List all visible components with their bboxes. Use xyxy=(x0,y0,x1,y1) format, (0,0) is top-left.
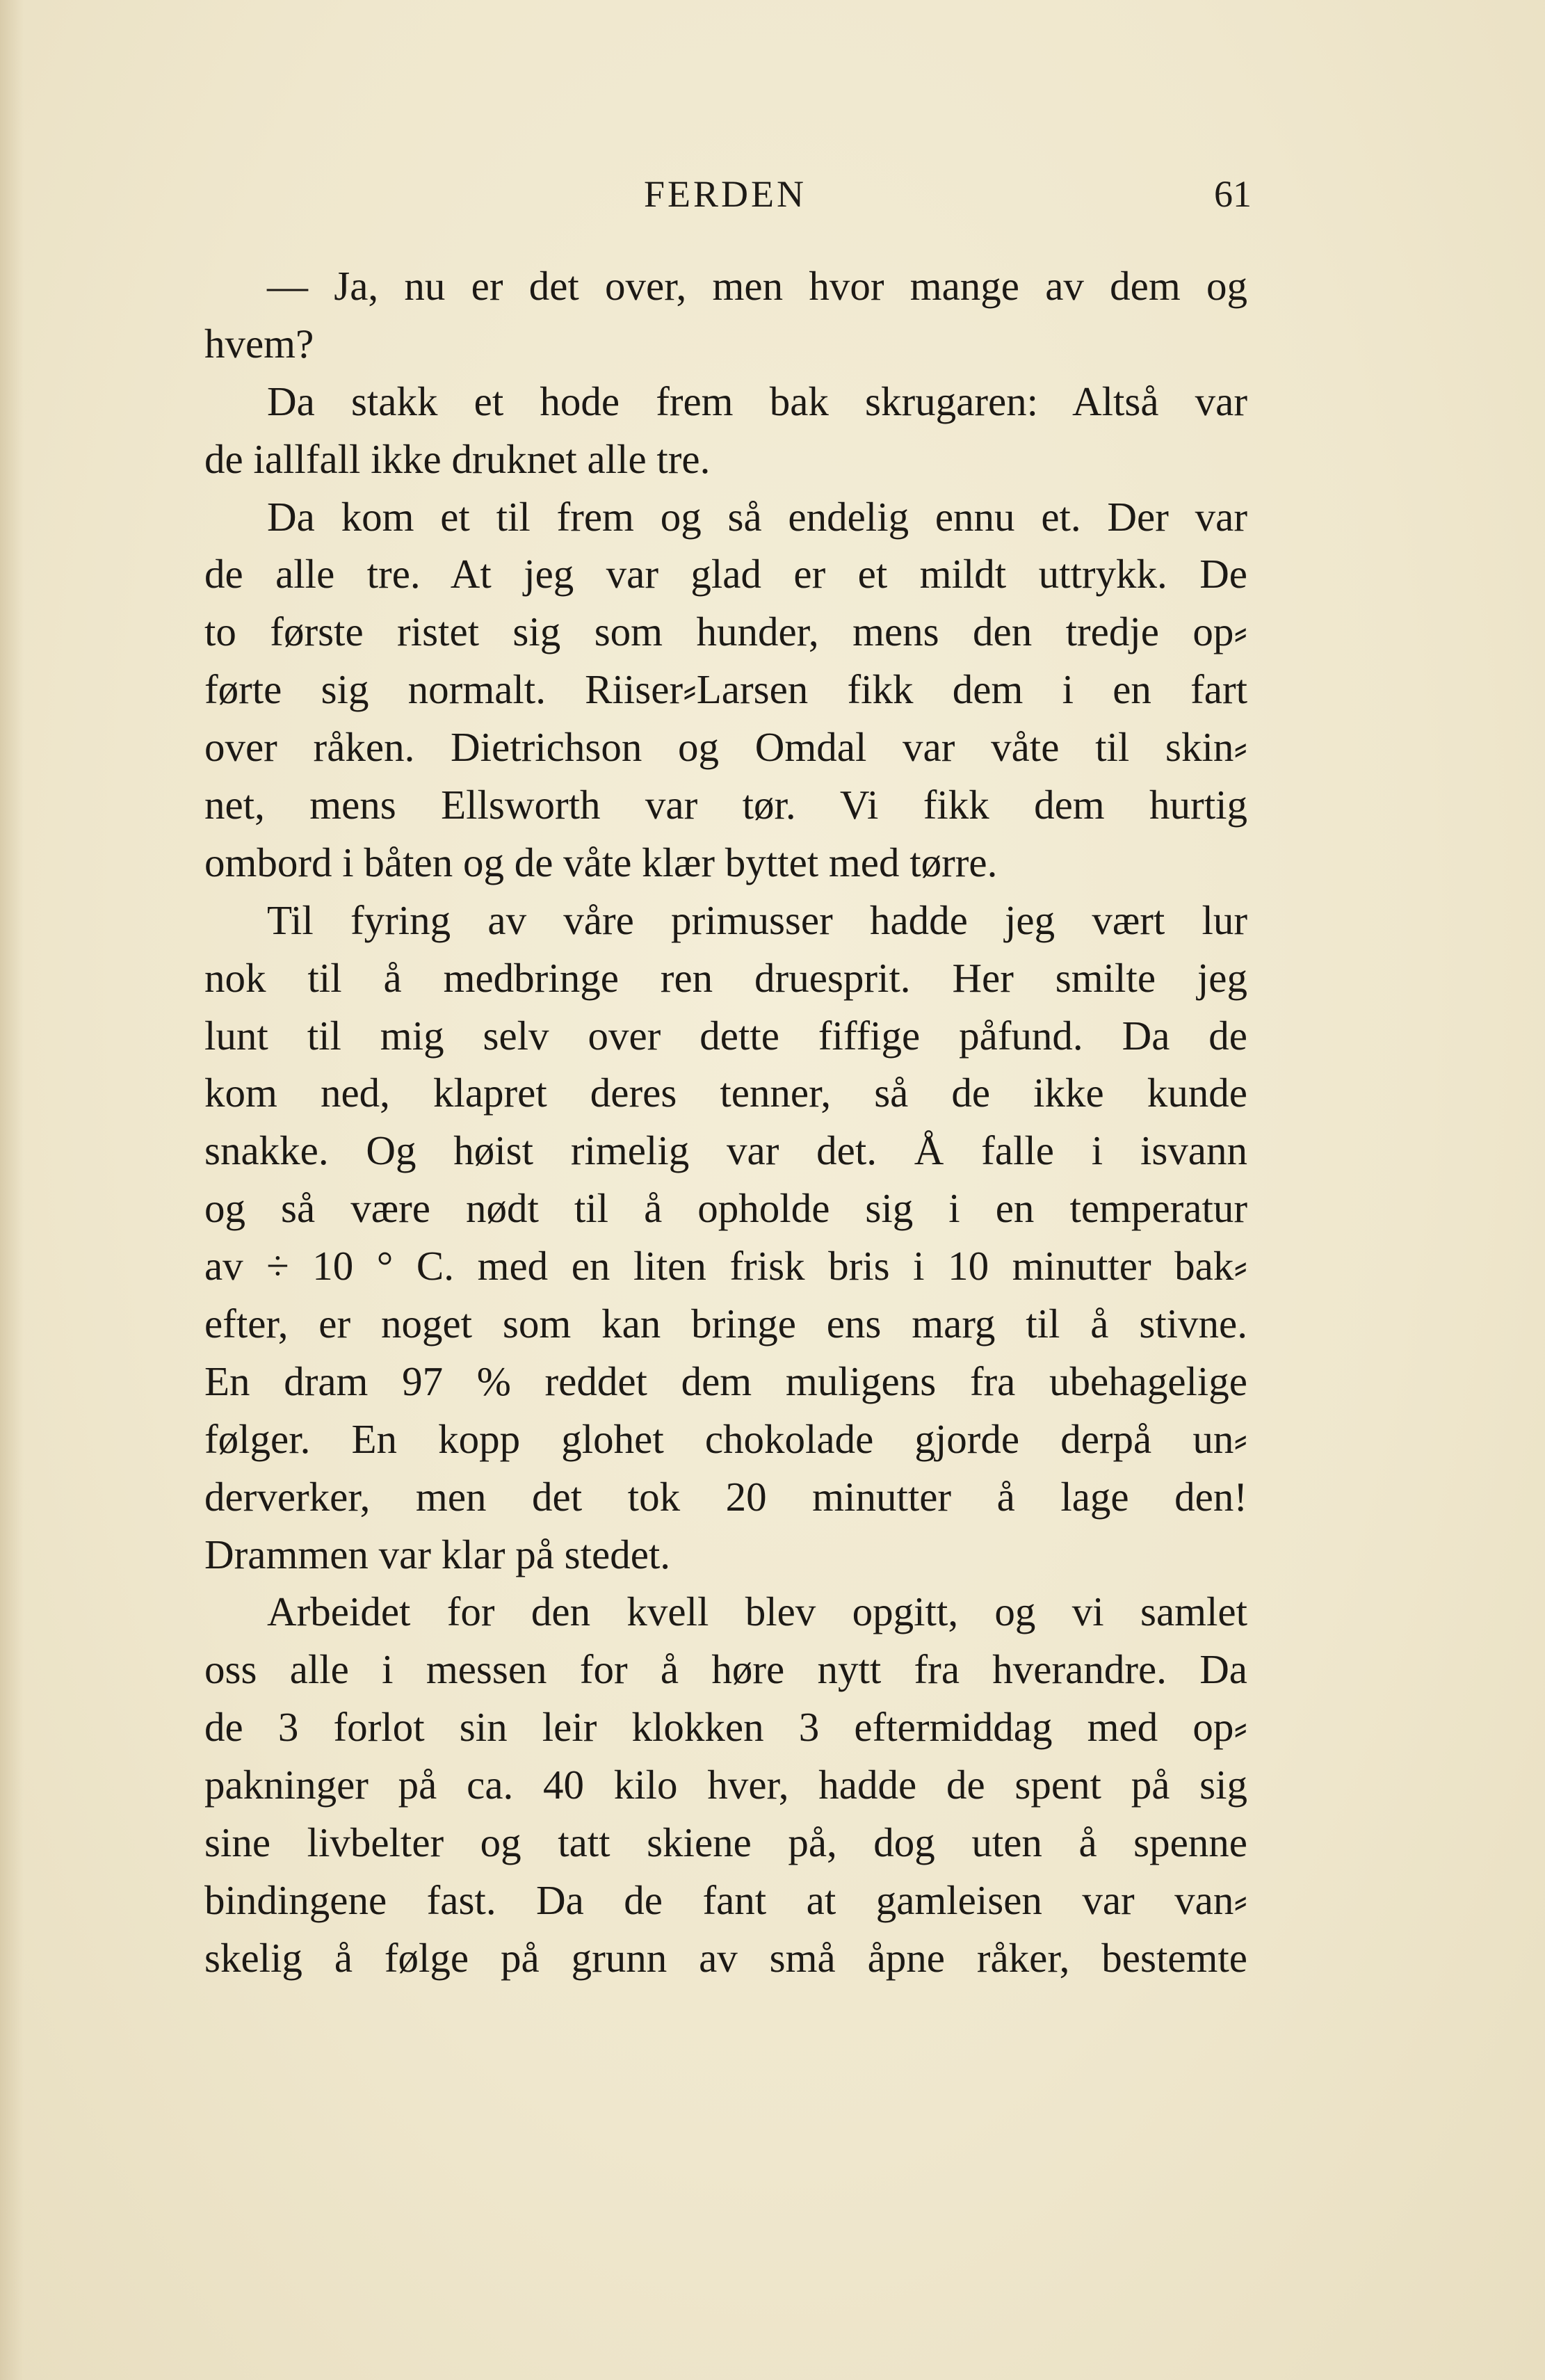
text-line: og så være nødt til å opholde sig i en temperatur xyxy=(204,1185,1247,1232)
text-line: de alle tre. At jeg var glad er et mildt uttrykk. De xyxy=(204,551,1247,597)
running-header xyxy=(0,172,1545,228)
text-line: Til fyring av våre primusser hadde jeg vært lur xyxy=(267,896,1247,943)
text-line: oss alle i messen for å høre nytt fra hverandre. Da xyxy=(204,1646,1247,1693)
text-line: skelig å følge på grunn av små åpne råker, bestemte xyxy=(204,1934,1247,1981)
text-line: Drammen var klar på stedet. xyxy=(204,1531,671,1577)
text-line: derverker, men det tok 20 minutter å lage den! xyxy=(204,1473,1247,1520)
text-line: net, mens Ellsworth var tør. Vi fikk dem hurtig xyxy=(204,782,1247,828)
text-line: Arbeidet for den kvell blev opgitt, og vi samlet xyxy=(267,1589,1247,1635)
text-line: de iallfall ikke druknet alle tre. xyxy=(204,435,711,482)
text-line: førte sig normalt. Riiser⸗Larsen fikk dem i en fart xyxy=(204,666,1247,713)
text-line: nok til å medbringe ren druesprit. Her smilte jeg xyxy=(204,954,1247,1001)
running-title: FERDEN xyxy=(644,173,807,215)
text-line: Da kom et til frem og så endelig ennu et. Der var xyxy=(267,493,1247,540)
text-line: pakninger på ca. 40 kilo hver, hadde de spent på sig xyxy=(204,1762,1247,1808)
text-line: over råken. Dietrichson og Omdal var våte til skin⸗ xyxy=(204,724,1247,771)
text-line: Da stakk et hode frem bak skrugaren: Altså var xyxy=(267,378,1247,424)
text-line: følger. En kopp glohet chokolade gjorde derpå un⸗ xyxy=(204,1415,1247,1462)
text-line: hvem? xyxy=(204,320,314,367)
text-line: kom ned, klapret deres tenner, så de ikke kunde xyxy=(204,1070,1247,1116)
text-line: En dram 97 % reddet dem muligens fra ubehagelige xyxy=(204,1358,1247,1404)
body-text xyxy=(204,257,1247,1987)
text-line: bindingene fast. Da de fant at gamleisen var van⸗ xyxy=(204,1876,1247,1923)
text-line: de 3 forlot sin leir klokken 3 eftermiddag med op⸗ xyxy=(204,1704,1247,1751)
text-line: — Ja, nu er det over, men hvor mange av dem og xyxy=(267,263,1247,309)
text-line: to første ristet sig som hunder, mens den tredje op⸗ xyxy=(204,609,1247,655)
text-line: snakke. Og høist rimelig var det. Å falle i isvann xyxy=(204,1127,1247,1174)
page-edge-shadow xyxy=(0,0,24,2380)
text-line: sine livbelter og tatt skiene på, dog uten å spenne xyxy=(204,1819,1247,1866)
text-line: ombord i båten og de våte klær byttet med tørre. xyxy=(204,839,998,885)
text-line: efter, er noget som kan bringe ens marg til å stivne. xyxy=(204,1301,1247,1347)
page-number: 61 xyxy=(1214,173,1252,215)
text-line: lunt til mig selv over dette fiffige påfund. Da de xyxy=(204,1012,1247,1059)
text-line: av ÷ 10 ° C. med en liten frisk bris i 10 minutter bak⸗ xyxy=(204,1243,1247,1289)
